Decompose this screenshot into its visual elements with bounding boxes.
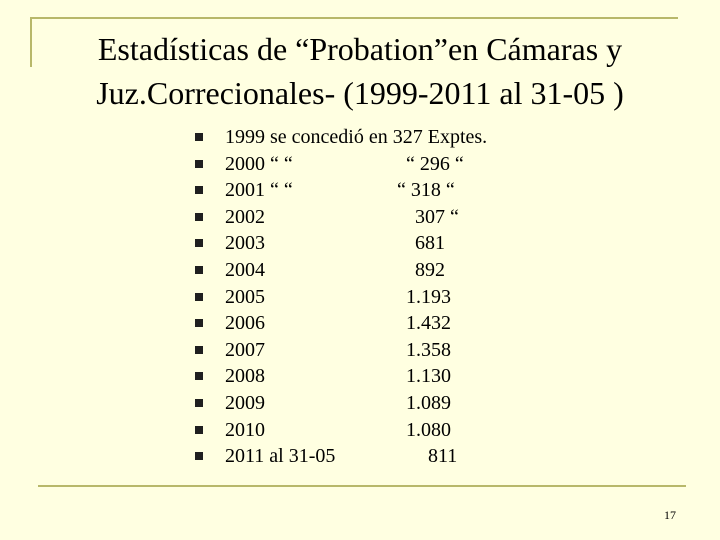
row-value: 1.089 xyxy=(406,391,451,414)
row-value: 1.432 xyxy=(406,312,451,335)
square-bullet-icon xyxy=(195,266,203,274)
square-bullet-icon xyxy=(195,399,203,407)
row-value: 892 xyxy=(415,258,445,281)
square-bullet-icon xyxy=(195,213,203,221)
row-label: 2008 xyxy=(225,365,265,388)
square-bullet-icon xyxy=(195,372,203,380)
row-label: 2003 xyxy=(225,232,265,255)
row-value: 1.193 xyxy=(406,285,451,308)
row-value: “ 296 “ xyxy=(406,152,464,175)
row-value: 307 “ xyxy=(415,205,459,228)
row-label: 2004 xyxy=(225,258,265,281)
square-bullet-icon xyxy=(195,426,203,434)
slide-title xyxy=(30,27,690,115)
square-bullet-icon xyxy=(195,346,203,354)
square-bullet-icon xyxy=(195,186,203,194)
row-label: 2000 “ “ xyxy=(225,152,293,175)
square-bullet-icon xyxy=(195,452,203,460)
page-number: 17 xyxy=(664,508,676,522)
row-label: 2006 xyxy=(225,312,265,335)
row-label: 2009 xyxy=(225,391,265,414)
row-label: 2007 xyxy=(225,338,265,361)
row-value: 811 xyxy=(428,445,458,468)
square-bullet-icon xyxy=(195,239,203,247)
row-label: 2011 al 31-05 xyxy=(225,445,336,468)
square-bullet-icon xyxy=(195,133,203,141)
row-value: 681 xyxy=(415,232,445,255)
square-bullet-icon xyxy=(195,160,203,168)
row-label: 1999 se concedió en 327 Exptes. xyxy=(225,126,488,148)
square-bullet-icon xyxy=(195,319,203,327)
row-label: 2005 xyxy=(225,285,265,308)
row-value: 1.080 xyxy=(406,418,451,441)
row-label: 2002 xyxy=(225,205,265,228)
row-label: 2001 “ “ xyxy=(225,179,293,202)
row-value: 1.358 xyxy=(406,338,451,361)
bottom-divider xyxy=(38,485,686,487)
row-label: 2010 xyxy=(225,418,265,441)
row-value: “ 318 “ xyxy=(397,179,455,202)
row-value: 1.130 xyxy=(406,365,451,388)
square-bullet-icon xyxy=(195,293,203,301)
slide-title-line-1: Estadísticas de “Probation”en Cámaras y xyxy=(97,31,623,67)
slide-title-line-2: Juz.Correcionales- (1999-2011 al 31-05 ) xyxy=(96,75,624,111)
top-divider xyxy=(30,17,678,19)
